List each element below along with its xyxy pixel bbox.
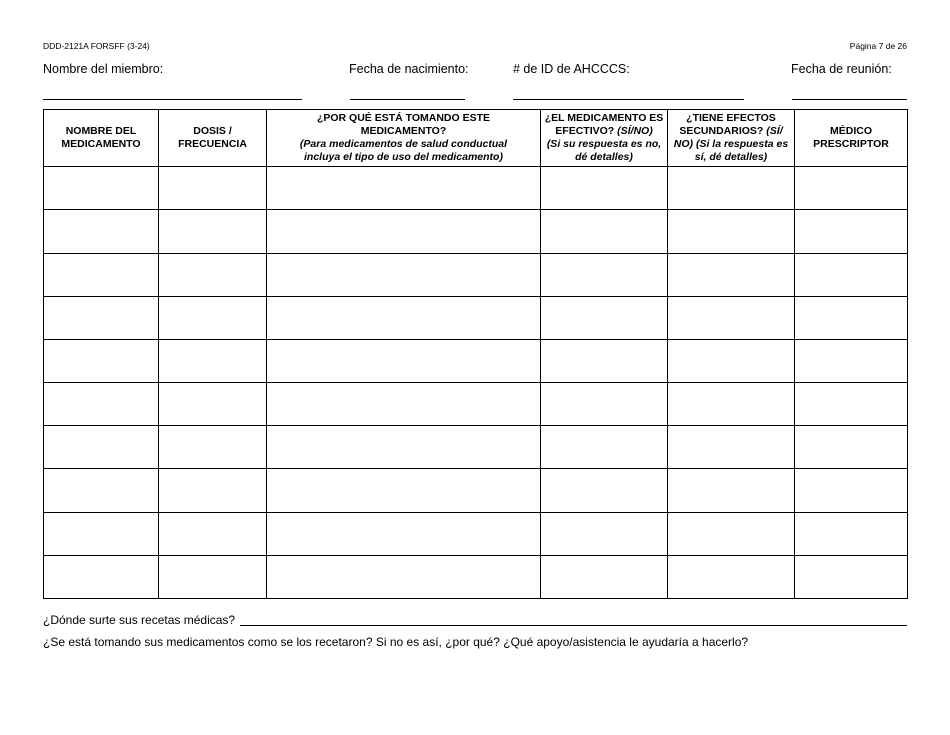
ahcccs-id-label: # de ID de AHCCCS: xyxy=(513,62,630,76)
col-header-reason: ¿POR QUÉ ESTÁ TOMANDO ESTE MEDICAMENTO? (Para medicamentos de salud conductual incluya el tipo de uso del medicamento) xyxy=(299,112,508,163)
table-row[interactable] xyxy=(44,556,907,598)
table-row[interactable] xyxy=(44,383,907,425)
col-header-effective: ¿EL MEDICAMENTO ES EFECTIVO? (SÍ/NO) (Si su respuesta es no, dé detalles) xyxy=(544,112,664,163)
table-row[interactable] xyxy=(44,513,907,555)
member-name-label: Nombre del miembro: xyxy=(43,62,164,76)
pharmacy-question: ¿Dónde surte sus recetas médicas? xyxy=(43,613,236,627)
table-row[interactable] xyxy=(44,297,907,339)
table-row[interactable] xyxy=(44,210,907,253)
birth-date-label: Fecha de nacimiento: xyxy=(349,62,469,76)
meeting-date-label: Fecha de reunión: xyxy=(791,62,892,76)
adherence-question: ¿Se está tomando sus medicamentos como se los recetaron? Si no es así, ¿por qué? ¿Qué apoyo/asistencia le ayudaría a hacerlo? xyxy=(43,635,749,649)
pharmacy-answer-field[interactable] xyxy=(240,625,907,626)
col-header-prescriber: MÉDICO PRESCRIPTOR xyxy=(813,125,889,150)
table-row[interactable] xyxy=(44,426,907,468)
col-header-medication-name: NOMBRE DEL MEDICAMENTO xyxy=(61,125,141,150)
table-row[interactable] xyxy=(44,167,907,209)
page-number: Página 7 de 26 xyxy=(849,41,907,51)
table-row[interactable] xyxy=(44,254,907,296)
table-row[interactable] xyxy=(44,340,907,382)
form-code: DDD-2121A FORSFF (3-24) xyxy=(43,41,150,51)
col-header-side-effects: ¿TIENE EFECTOS SECUNDARIOS? (SÍ/ NO) (Si la respuesta es sí, dé detalles) xyxy=(673,112,789,163)
table-row[interactable] xyxy=(44,469,907,512)
col-header-dose-frequency: DOSIS / FRECUENCIA xyxy=(178,125,247,150)
